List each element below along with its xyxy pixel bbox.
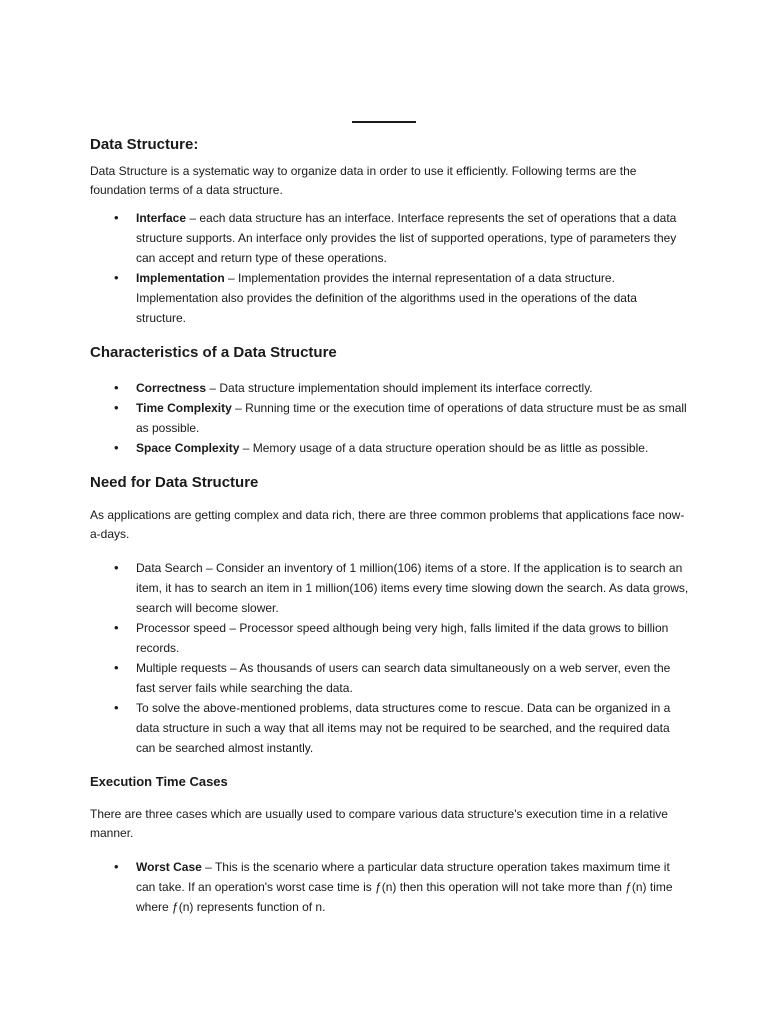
terms-list [90, 208, 690, 328]
term-space-complexity: Space Complexity [136, 441, 240, 455]
need-paragraph: As applications are getting complex and data rich, there are three common problems that applications face now-a-days. [90, 508, 685, 541]
list-item-multiple-requests: • Multiple requests – As thousands of users can search data simultaneously on a web server, even the fast server fails while searching the data. [90, 658, 690, 698]
list-item-interface [90, 208, 690, 268]
list-item-implementation [90, 268, 690, 328]
cases-list [90, 857, 690, 917]
list-item-processor-speed: • Processor speed – Processor speed although being very high, falls limited if the data grows to billion records. [90, 618, 690, 658]
characteristics-list [90, 378, 690, 458]
heading-execution-time-cases: Execution Time Cases [90, 774, 228, 789]
list-item-data-search: • Data Search – Consider an inventory of 1 million(106) items of a store. If the application is to search an item, it has to search an item in 1 million(106) items every time slowing down the search. As data grows, search will become slower. [90, 558, 690, 618]
list-item-correctness [90, 378, 690, 398]
heading-characteristics: Characteristics of a Data Structure [90, 344, 337, 361]
term-implementation: Implementation [136, 271, 225, 285]
heading-need: Need for Data Structure [90, 474, 259, 491]
term-correctness-desc: – Data structure implementation should implement its interface correctly. [206, 381, 593, 395]
term-time-complexity-desc: – Running time or the execution time of operations of data structure must be as small as possible. [136, 401, 687, 435]
list-item-worst-case [90, 857, 690, 917]
document-body [90, 134, 690, 917]
intro-paragraph: Data Structure is a systematic way to organize data in order to use it efficiently. Following terms are the foundation terms of a data structure. [90, 164, 637, 197]
term-worst-case-desc: – This is the scenario where a particular data structure operation takes maximum time it can take. If an operation's worst case time is ƒ(n) then this operation will not take more than ƒ(n) time where ƒ(n) represents function of n. [136, 860, 673, 914]
term-space-complexity-desc: – Memory usage of a data structure operation should be as little as possible. [239, 441, 649, 455]
list-item-space-complexity [90, 438, 690, 458]
term-correctness: Correctness [136, 381, 207, 395]
term-interface-desc: – each data structure has an interface. Interface represents the set of operations that a data structure supports. An interface only provides the list of supported operations, type of parameters they can accept and return type of these operations. [136, 211, 677, 265]
problems-list [90, 558, 690, 758]
execution-paragraph: There are three cases which are usually used to compare various data structure's execution time in a relative manner. [90, 807, 668, 840]
heading-data-structure: Data Structure: [90, 136, 199, 153]
term-time-complexity: Time Complexity [136, 401, 232, 415]
term-implementation-desc: – Implementation provides the internal representation of a data structure. Implementation also provides the definition of the algorithms used in the operations of the data structure. [136, 271, 637, 325]
term-worst-case: Worst Case [136, 860, 202, 874]
list-item-solution: • To solve the above-mentioned problems, data structures come to rescue. Data can be organized in a data structure in such a way that all items may not be required to be searched, and the required data can be searched almost instantly. [90, 698, 690, 758]
header-rule [352, 121, 416, 123]
list-item-time-complexity [90, 398, 690, 438]
term-interface: Interface [136, 211, 187, 225]
